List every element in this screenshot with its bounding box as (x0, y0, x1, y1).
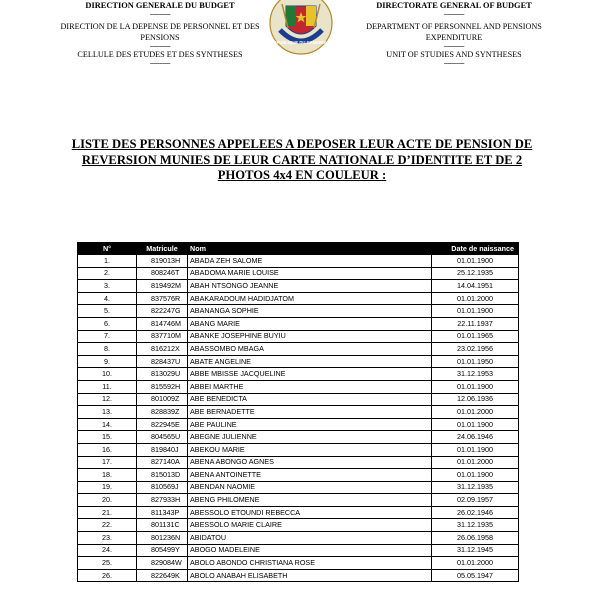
cell-matricule: 819492M (137, 280, 188, 293)
cell-name: ABESSOLO MARIE CLAIRE (188, 519, 432, 532)
table-row (78, 431, 519, 444)
column-header-matricule: Matricule (137, 243, 188, 255)
cell-name: ABANKE JOSEPHINE BUYIU (188, 330, 432, 343)
cell-birthdate: 31.12.1945 (432, 544, 519, 557)
coat-of-arms-emblem (264, 0, 338, 60)
header-right (352, 0, 556, 66)
cell-birthdate: 24.06.1946 (432, 431, 519, 444)
table-row (78, 380, 519, 393)
cell-number: 4. (78, 292, 137, 305)
table-row (78, 280, 519, 293)
cell-matricule: 801236N (137, 532, 188, 545)
table-row (78, 317, 519, 330)
cell-birthdate: 26.06.1958 (432, 532, 519, 545)
department-name-en: DEPARTMENT OF PERSONNEL AND PENSIONS EXPENDITURE (366, 22, 542, 42)
cell-matricule: 804565U (137, 431, 188, 444)
cell-number: 5. (78, 305, 137, 318)
cell-name: ABESSOLO ETOUNDI REBECCA (188, 506, 432, 519)
cell-number: 12. (78, 393, 137, 406)
cell-name: ABADA ZEH SALOME (188, 255, 432, 268)
cell-number: 26. (78, 569, 137, 582)
cell-name: ABAH NTSONGO JEANNE (188, 280, 432, 293)
table-row (78, 506, 519, 519)
cell-birthdate: 01.01.2000 (432, 406, 519, 419)
separator: ----------- (149, 59, 171, 67)
cell-number: 23. (78, 532, 137, 545)
table-row (78, 267, 519, 280)
table-row (78, 393, 519, 406)
cell-matricule: 815592H (137, 380, 188, 393)
cell-number: 25. (78, 557, 137, 570)
cell-matricule: 816212X (137, 343, 188, 356)
org-name-fr: DIRECTION GENERALE DU BUDGET (85, 1, 235, 10)
cell-name: ABOGO MADELEINE (188, 544, 432, 557)
cell-matricule: 822247G (137, 305, 188, 318)
cell-number: 6. (78, 317, 137, 330)
cell-number: 17. (78, 456, 137, 469)
emblem-text: REPUBLIQUE DU CAMEROUN (270, 40, 332, 45)
table-row (78, 443, 519, 456)
cell-number: 14. (78, 418, 137, 431)
cell-birthdate: 01.01.2000 (432, 456, 519, 469)
cell-matricule: 819840J (137, 443, 188, 456)
cell-birthdate: 01.01.2000 (432, 557, 519, 570)
cell-matricule: 822945E (137, 418, 188, 431)
unit-name-en: UNIT OF STUDIES AND SYNTHESES (386, 50, 522, 59)
column-header-number: N° (78, 243, 137, 255)
cell-name: ABE BENEDICTA (188, 393, 432, 406)
cell-name: ABENA ANTOINETTE (188, 469, 432, 482)
cell-birthdate: 01.01.2000 (432, 292, 519, 305)
cell-birthdate: 12.06.1936 (432, 393, 519, 406)
cell-name: ABOLO ANABAH ELISABETH (188, 569, 432, 582)
cell-matricule: 828839Z (137, 406, 188, 419)
table-row (78, 544, 519, 557)
cell-number: 7. (78, 330, 137, 343)
cell-number: 11. (78, 380, 137, 393)
cell-birthdate: 01.01.1900 (432, 418, 519, 431)
cell-birthdate: 01.01.1900 (432, 380, 519, 393)
cell-number: 15. (78, 431, 137, 444)
cell-matricule: 837576R (137, 292, 188, 305)
cell-number: 10. (78, 368, 137, 381)
table-row (78, 255, 519, 268)
cell-matricule: 801009Z (137, 393, 188, 406)
cell-birthdate: 02.09.1957 (432, 494, 519, 507)
cell-matricule: 808246T (137, 267, 188, 280)
column-header-birthdate: Date de naissance (432, 243, 519, 255)
unit-name-fr: CELLULE DES ETUDES ET DES SYNTHESES (77, 50, 243, 59)
table-row (78, 343, 519, 356)
cell-number: 21. (78, 506, 137, 519)
cell-number: 8. (78, 343, 137, 356)
cell-number: 16. (78, 443, 137, 456)
cell-name: ABE PAULINE (188, 418, 432, 431)
cell-birthdate: 31.12.1953 (432, 368, 519, 381)
cell-birthdate: 25.12.1935 (432, 267, 519, 280)
cell-number: 24. (78, 544, 137, 557)
cell-birthdate: 01.01.1900 (432, 443, 519, 456)
cell-name: ABENDAN NAOMIE (188, 481, 432, 494)
cell-birthdate: 01.01.1900 (432, 305, 519, 318)
cell-number: 20. (78, 494, 137, 507)
cell-matricule: 827933H (137, 494, 188, 507)
cell-name: ABENG PHILOMENE (188, 494, 432, 507)
cell-name: ABANG MARIE (188, 317, 432, 330)
cell-birthdate: 14.04.1951 (432, 280, 519, 293)
table-row (78, 481, 519, 494)
cell-matricule: 827140A (137, 456, 188, 469)
cell-matricule: 805499Y (137, 544, 188, 557)
cell-number: 19. (78, 481, 137, 494)
cell-matricule: 801131C (137, 519, 188, 532)
cell-matricule: 822649K (137, 569, 188, 582)
separator: ----------- (443, 10, 465, 18)
header-left (40, 0, 280, 66)
table-row (78, 292, 519, 305)
cell-name: ABATE ANGELINE (188, 355, 432, 368)
table-row (78, 330, 519, 343)
cell-birthdate: 22.11.1937 (432, 317, 519, 330)
cell-birthdate: 26.02.1946 (432, 506, 519, 519)
cell-matricule: 811343P (137, 506, 188, 519)
column-header-name: Nom (188, 243, 432, 255)
table-row (78, 519, 519, 532)
separator: ----------- (443, 42, 465, 50)
cell-name: ABEKOU MARIE (188, 443, 432, 456)
table-row (78, 557, 519, 570)
table-row (78, 469, 519, 482)
cell-name: ABAKARADOUM HADIDJATOM (188, 292, 432, 305)
org-name-en: DIRECTORATE GENERAL OF BUDGET (376, 1, 532, 10)
cell-name: ABADOMA MARIE LOUISE (188, 267, 432, 280)
cell-number: 2. (78, 267, 137, 280)
cell-number: 13. (78, 406, 137, 419)
table-row (78, 569, 519, 582)
cell-number: 22. (78, 519, 137, 532)
cell-number: 9. (78, 355, 137, 368)
cell-matricule: 813029U (137, 368, 188, 381)
table-row (78, 406, 519, 419)
cell-matricule: 815013D (137, 469, 188, 482)
cell-birthdate: 01.01.1950 (432, 355, 519, 368)
separator: ----------- (149, 42, 171, 50)
cell-name: ABEGNE JULIENNE (188, 431, 432, 444)
cell-name: ABOLO ABONDO CHRISTIANA ROSE (188, 557, 432, 570)
separator: ----------- (443, 59, 465, 67)
document-title: LISTE DES PERSONNES APPELEES A DEPOSER LEUR ACTE DE PENSION DE REVERSION MUNIES DE LEUR CARTE NATIONALE D’IDENTITE ET DE 2 PHOTOS 4x4 EN COULEUR : (71, 137, 533, 182)
table-row (78, 532, 519, 545)
cell-name: ABENA ABONGO AGNES (188, 456, 432, 469)
table-row (78, 355, 519, 368)
cell-number: 18. (78, 469, 137, 482)
table-row (78, 456, 519, 469)
cell-name: ABBEI MARTHE (188, 380, 432, 393)
department-name-fr: DIRECTION DE LA DEPENSE DE PERSONNEL ET DES PENSIONS (60, 22, 260, 42)
persons-table (77, 242, 519, 582)
cell-matricule: 829084W (137, 557, 188, 570)
cell-name: ABASSOMBO MBAGA (188, 343, 432, 356)
cell-birthdate: 05.05.1947 (432, 569, 519, 582)
separator: ----------- (149, 10, 171, 18)
cell-matricule: 828437U (137, 355, 188, 368)
table-header-row (78, 243, 519, 255)
table-row (78, 418, 519, 431)
cell-name: ABANANGA SOPHIE (188, 305, 432, 318)
cell-birthdate: 31.12.1935 (432, 519, 519, 532)
cell-matricule: 810569J (137, 481, 188, 494)
cell-matricule: 819013H (137, 255, 188, 268)
table-row (78, 368, 519, 381)
cell-birthdate: 23.02.1956 (432, 343, 519, 356)
cell-matricule: 837710M (137, 330, 188, 343)
table-row (78, 305, 519, 318)
cell-name: ABE BERNADETTE (188, 406, 432, 419)
cell-birthdate: 01.01.1965 (432, 330, 519, 343)
table-row (78, 494, 519, 507)
cell-name: ABIDATOU (188, 532, 432, 545)
cell-matricule: 814746M (137, 317, 188, 330)
cell-number: 3. (78, 280, 137, 293)
cell-birthdate: 01.01.1900 (432, 255, 519, 268)
cell-name: ABBE MBISSE JACQUELINE (188, 368, 432, 381)
cell-number: 1. (78, 255, 137, 268)
cell-birthdate: 01.01.1900 (432, 469, 519, 482)
cell-birthdate: 31.12.1935 (432, 481, 519, 494)
